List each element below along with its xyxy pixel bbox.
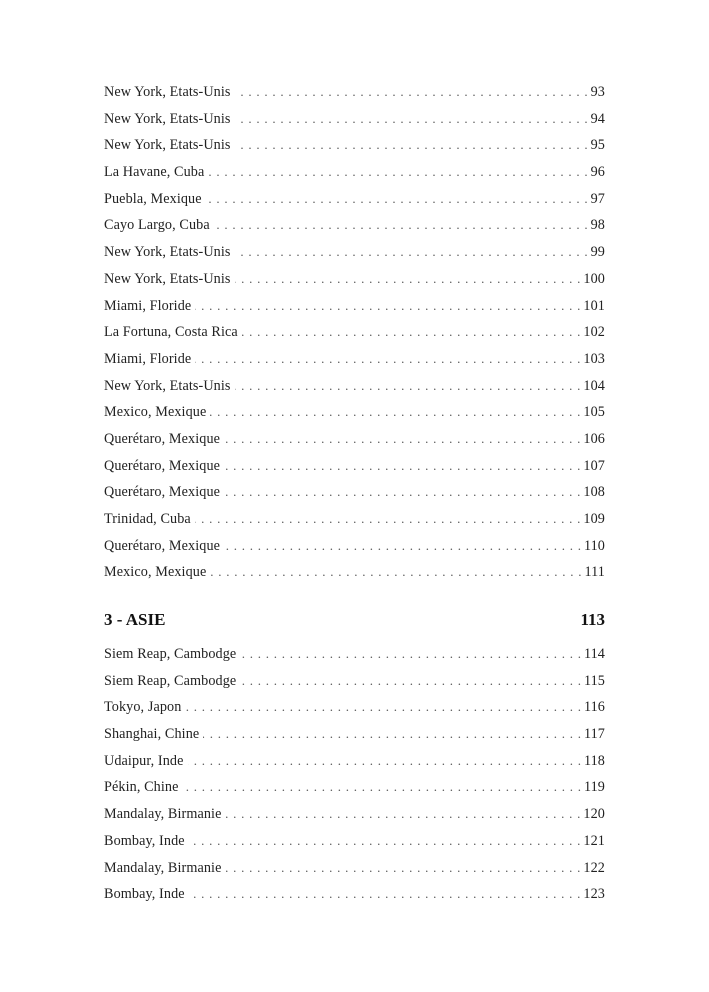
toc-entry-place: New York, Etats-Unis: [104, 110, 231, 127]
toc-entry-page-number: 122: [583, 859, 605, 876]
toc-entry-page-number: 98: [590, 217, 605, 234]
toc-entry: [104, 833, 605, 860]
toc-entry-place: Mexico, Mexique: [104, 564, 207, 581]
toc-entry-page-number: 114: [583, 646, 605, 662]
toc-entry: [104, 673, 605, 700]
dot-leader: [226, 806, 581, 822]
toc-entry-page-number: 93: [590, 84, 605, 100]
toc-entry-page-number: 105: [583, 404, 605, 421]
toc-entry: [104, 431, 605, 458]
section-title: 3 - ASIE: [104, 610, 166, 629]
toc-entry-page-number: 100: [583, 270, 605, 287]
toc-entry-page-number: 109: [583, 511, 605, 527]
dot-leader: [185, 699, 580, 715]
toc-entry: [104, 137, 605, 164]
toc-entry-page-number: 94: [590, 110, 605, 127]
toc-entry-page-number: 120: [583, 806, 605, 823]
dot-leader: [235, 111, 588, 127]
dot-leader: [224, 431, 580, 447]
dot-leader: [203, 726, 581, 742]
dot-leader: [214, 217, 588, 233]
toc-entry-place: New York, Etats-Unis: [104, 137, 231, 154]
dot-leader: [210, 404, 580, 420]
toc-entry-place: Miami, Floride: [104, 350, 192, 367]
toc-entry: [104, 726, 605, 753]
toc-entry-place: Siem Reap, Cambodge: [104, 672, 237, 689]
dot-leader: [224, 538, 581, 554]
toc-entry-place: New York, Etats-Unis: [104, 270, 231, 287]
toc-entry-page-number: 104: [583, 377, 605, 394]
dot-leader: [195, 298, 580, 314]
toc-entry: [104, 164, 605, 191]
toc-entry-place: Mandalay, Birmanie: [104, 806, 222, 823]
toc-entry: [104, 324, 605, 351]
toc-entry-place: Bombay, Inde: [104, 832, 185, 849]
toc-entry-page-number: 111: [584, 564, 605, 581]
dot-leader: [235, 271, 581, 287]
toc-list-asie: [104, 646, 605, 913]
toc-entry-page-number: 117: [583, 726, 605, 743]
toc-entry-place: Shanghai, Chine: [104, 726, 200, 743]
toc-entry-place: Miami, Floride: [104, 297, 192, 314]
dot-leader: [208, 164, 587, 180]
dot-leader: [235, 378, 581, 394]
dot-leader: [189, 833, 581, 849]
toc-entry-page-number: 108: [583, 484, 605, 501]
toc-entry: [104, 806, 605, 833]
toc-entry-page-number: 118: [583, 752, 605, 769]
toc-entry: [104, 564, 605, 591]
toc-entry-place: Udaipur, Inde: [104, 752, 184, 769]
dot-leader: [195, 511, 581, 527]
toc-list-americas: [104, 84, 605, 591]
toc-entry-place: Siem Reap, Cambodge: [104, 646, 237, 662]
section-page-number: 113: [580, 610, 605, 629]
toc-entry-page-number: 116: [583, 699, 605, 716]
toc-entry-page-number: 99: [590, 244, 605, 261]
dot-leader: [242, 324, 581, 340]
toc-entry-page-number: 95: [590, 137, 605, 154]
toc-entry: [104, 217, 605, 244]
dot-leader: [235, 137, 588, 153]
toc-entry-place: Tokyo, Japon: [104, 699, 182, 716]
toc-entry-place: Trinidad, Cuba: [104, 511, 191, 527]
toc-entry: [104, 191, 605, 218]
toc-entry-page-number: 101: [583, 297, 605, 314]
dot-leader: [240, 673, 581, 689]
dot-leader: [224, 458, 580, 474]
toc-entry-page-number: 97: [590, 190, 605, 207]
dot-leader: [240, 646, 581, 662]
toc-entry-place: Querétaro, Mexique: [104, 457, 221, 474]
toc-entry-place: New York, Etats-Unis: [104, 84, 231, 100]
toc-entry-place: Mexico, Mexique: [104, 404, 207, 421]
toc-entry-place: La Fortuna, Costa Rica: [104, 324, 238, 341]
toc-entry-place: Mandalay, Birmanie: [104, 859, 222, 876]
toc-entry: [104, 511, 605, 538]
toc-entry-page-number: 123: [583, 886, 605, 903]
toc-entry-place: Puebla, Mexique: [104, 190, 202, 207]
dot-leader: [210, 564, 581, 580]
toc-entry: [104, 244, 605, 271]
toc-entry: [104, 458, 605, 485]
toc-entry: [104, 271, 605, 298]
toc-entry: [104, 111, 605, 138]
toc-entry-page-number: 119: [583, 779, 605, 796]
dot-leader: [235, 84, 588, 100]
dot-leader: [226, 860, 581, 876]
toc-entry: [104, 298, 605, 325]
toc-entry-place: La Havane, Cuba: [104, 164, 205, 181]
toc-entry-page-number: 115: [583, 672, 605, 689]
dot-leader: [235, 244, 588, 260]
toc-entry-place: Pékin, Chine: [104, 779, 179, 796]
toc-entry: [104, 886, 605, 913]
toc-entry-place: New York, Etats-Unis: [104, 244, 231, 261]
toc-entry-page-number: 102: [583, 324, 605, 341]
toc-entry: [104, 860, 605, 887]
dot-leader: [188, 753, 581, 769]
toc-entry: [104, 699, 605, 726]
toc-entry: [104, 404, 605, 431]
toc-entry-page-number: 96: [590, 164, 605, 181]
toc-entry-place: Querétaro, Mexique: [104, 430, 221, 447]
toc-entry: [104, 351, 605, 378]
toc-entry: [104, 84, 605, 111]
toc-entry: [104, 753, 605, 780]
toc-entry-place: Querétaro, Mexique: [104, 484, 221, 501]
toc-entry: [104, 779, 605, 806]
dot-leader: [206, 191, 588, 207]
dot-leader: [224, 484, 580, 500]
dot-leader: [195, 351, 580, 367]
toc-entry: [104, 646, 605, 673]
toc-entry-page-number: 103: [583, 350, 605, 367]
toc-entry: [104, 484, 605, 511]
toc-entry-page-number: 106: [583, 430, 605, 447]
toc-entry-place: Bombay, Inde: [104, 886, 185, 903]
toc-entry-place: Querétaro, Mexique: [104, 537, 221, 554]
toc-entry: [104, 538, 605, 565]
toc-entry-page-number: 121: [583, 832, 605, 849]
dot-leader: [183, 779, 581, 795]
toc-entry: [104, 378, 605, 405]
toc-entry-place: New York, Etats-Unis: [104, 377, 231, 394]
dot-leader: [189, 886, 581, 902]
toc-entry-page-number: 107: [583, 457, 605, 474]
section-heading-asie: [104, 610, 605, 630]
toc-entry-page-number: 110: [583, 537, 605, 554]
toc-entry-place: Cayo Largo, Cuba: [104, 217, 210, 234]
